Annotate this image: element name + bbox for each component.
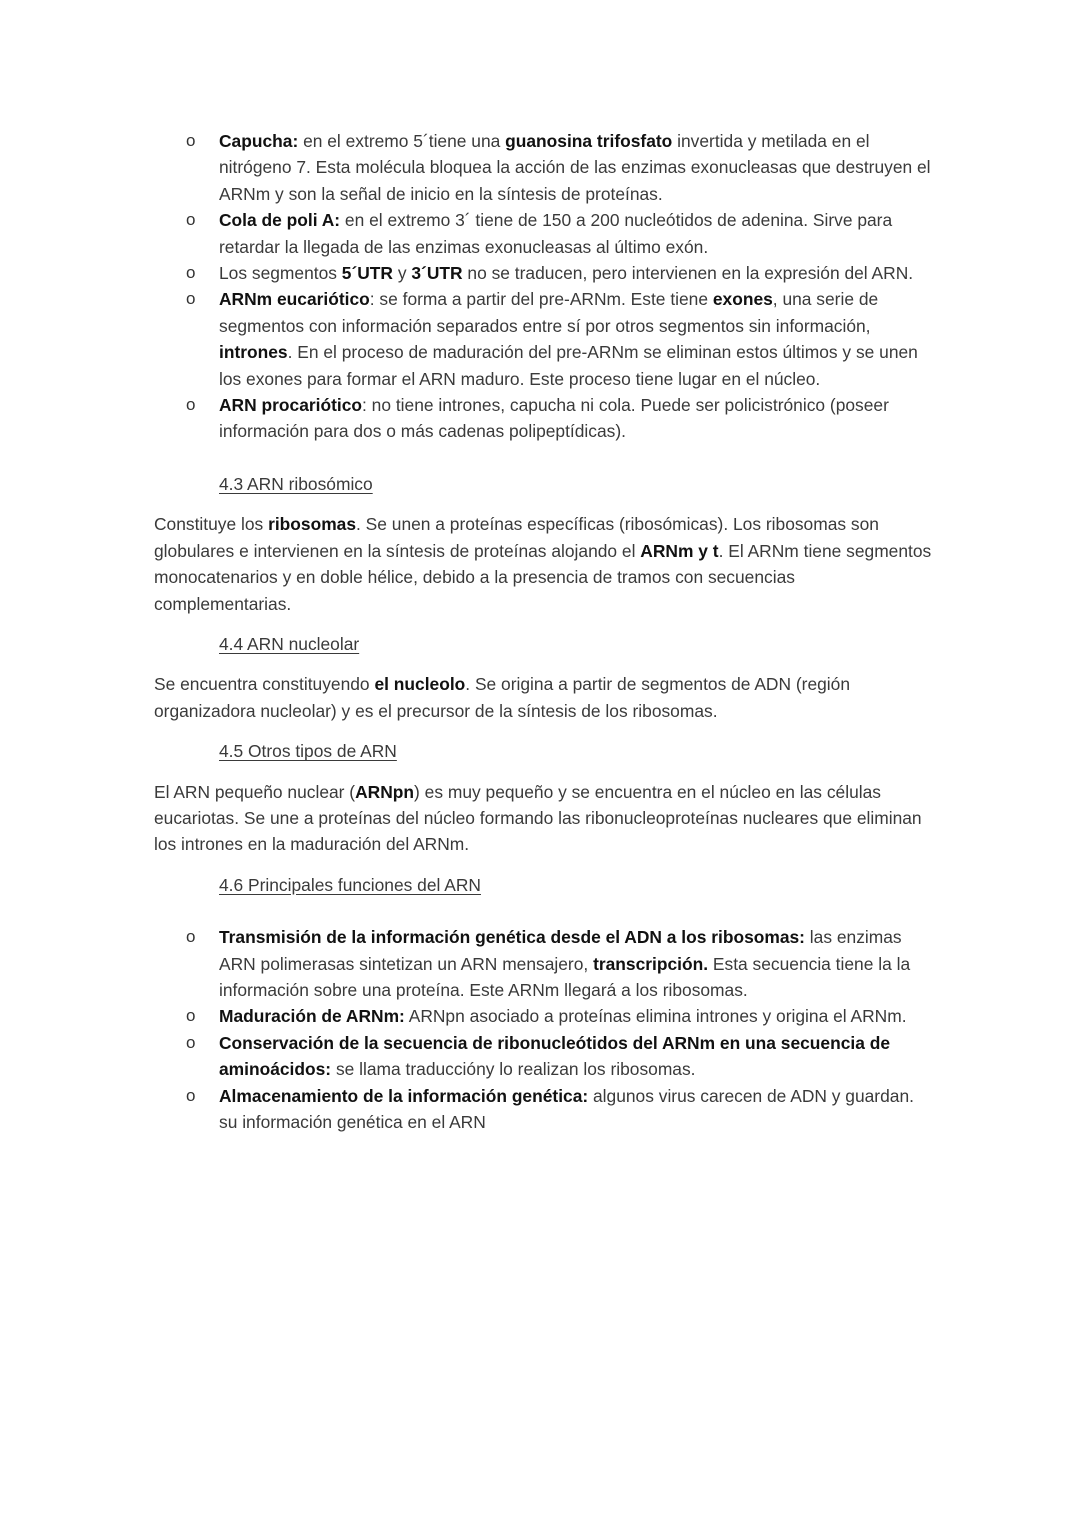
list-item-maduracion: o Maduración de ARNm: ARNpn asociado a proteínas elimina intrones y origina el ARNm. bbox=[154, 1003, 934, 1029]
bullet-marker-icon: o bbox=[186, 263, 196, 283]
paragraph-arn-ribosomico: Constituye los ribosomas. Se unen a proteínas específicas (ribosómicas). Los ribosomas son globulares e intervienen en la síntesis de proteínas alojando el ARNm y t. El ARNm tiene segmentos monocatenarios y en doble hélice, debido a la presencia de tramos con secuencias complementarias. bbox=[154, 514, 932, 614]
list-item-arn-procariotico: o ARN procariótico: no tiene intrones, capucha ni cola. Puede ser policistrónico (poseer información para dos o más cadenas polipeptídicas). bbox=[154, 392, 934, 445]
section-heading-4-4: 4.4 ARN nucleolar bbox=[219, 633, 360, 654]
bullet-marker-icon: o bbox=[186, 927, 196, 947]
bullet-marker-icon: o bbox=[186, 1032, 196, 1052]
list-item-conservacion: o Conservación de la secuencia de ribonucleótidos del ARNm en una secuencia de aminoácidos: se llama traduccióny lo realizan los ribosomas. bbox=[154, 1030, 934, 1083]
section-heading-4-6: 4.6 Principales funciones del ARN bbox=[219, 874, 481, 895]
section-heading-4-5: 4.5 Otros tipos de ARN bbox=[219, 741, 397, 762]
list-item-almacenamiento: o Almacenamiento de la información genética: algunos virus carecen de ADN y guardan. su información genética en el ARN bbox=[154, 1083, 934, 1136]
paragraph-arn-nucleolar: Se encuentra constituyendo el nucleolo. Se origina a partir de segmentos de ADN (región organizadora nucleolar) y es el precursor de la síntesis de los ribosomas. bbox=[154, 674, 851, 721]
list-item-transmision: o Transmisión de la información genética desde el ADN a los ribosomas: las enzimas ARN polimerasas sintetizan un ARN mensajero, transcripción. Esta secuencia tiene la la información sobre una proteína. Este ARNm llegará a los ribosomas. bbox=[154, 924, 934, 1003]
arn-functions-list bbox=[154, 924, 934, 1135]
bullet-marker-icon: o bbox=[186, 289, 196, 309]
bullet-marker-icon: o bbox=[186, 210, 196, 230]
document-body bbox=[154, 128, 934, 1135]
bullet-marker-icon: o bbox=[186, 395, 196, 415]
list-item-cola-poli-a: o Cola de poli A: en el extremo 3´ tiene de 150 a 200 nucleótidos de adenina. Sirve para retardar la llegada de las enzimas exonucleasas al último exón. bbox=[154, 207, 934, 260]
section-heading-4-3: 4.3 ARN ribosómico bbox=[219, 473, 373, 494]
list-item-capucha: o Capucha: en el extremo 5´tiene una guanosina trifosfato invertida y metilada en el nitrógeno 7. Esta molécula bloquea la acción de las enzimas exonucleasas que destruyen el ARNm y son la señal de inicio en la síntesis de proteínas. bbox=[154, 128, 934, 207]
list-item-utr: o Los segmentos 5´UTR y 3´UTR no se traducen, pero intervienen en la expresión del ARN. bbox=[154, 260, 934, 286]
arnm-features-list bbox=[154, 128, 934, 445]
paragraph-otros-tipos-arn: El ARN pequeño nuclear (ARNpn) es muy pequeño y se encuentra en el núcleo en las células eucariotas. Se une a proteínas del núcleo formando las ribonucleoproteínas nucleares que eliminan los intrones en la maduración del ARNm. bbox=[154, 781, 922, 855]
list-item-arnm-eucariotico: o ARNm eucariótico: se forma a partir del pre-ARNm. Este tiene exones, una serie de segmentos con información separados entre sí por otros segmentos sin información, intrones. En el proceso de maduración del pre-ARNm se eliminan estos últimos y se unen los exones para formar el ARN maduro. Este proceso tiene lugar en el núcleo. bbox=[154, 286, 934, 392]
bullet-marker-icon: o bbox=[186, 1085, 196, 1105]
bullet-marker-icon: o bbox=[186, 131, 196, 150]
bullet-marker-icon: o bbox=[186, 1006, 196, 1026]
